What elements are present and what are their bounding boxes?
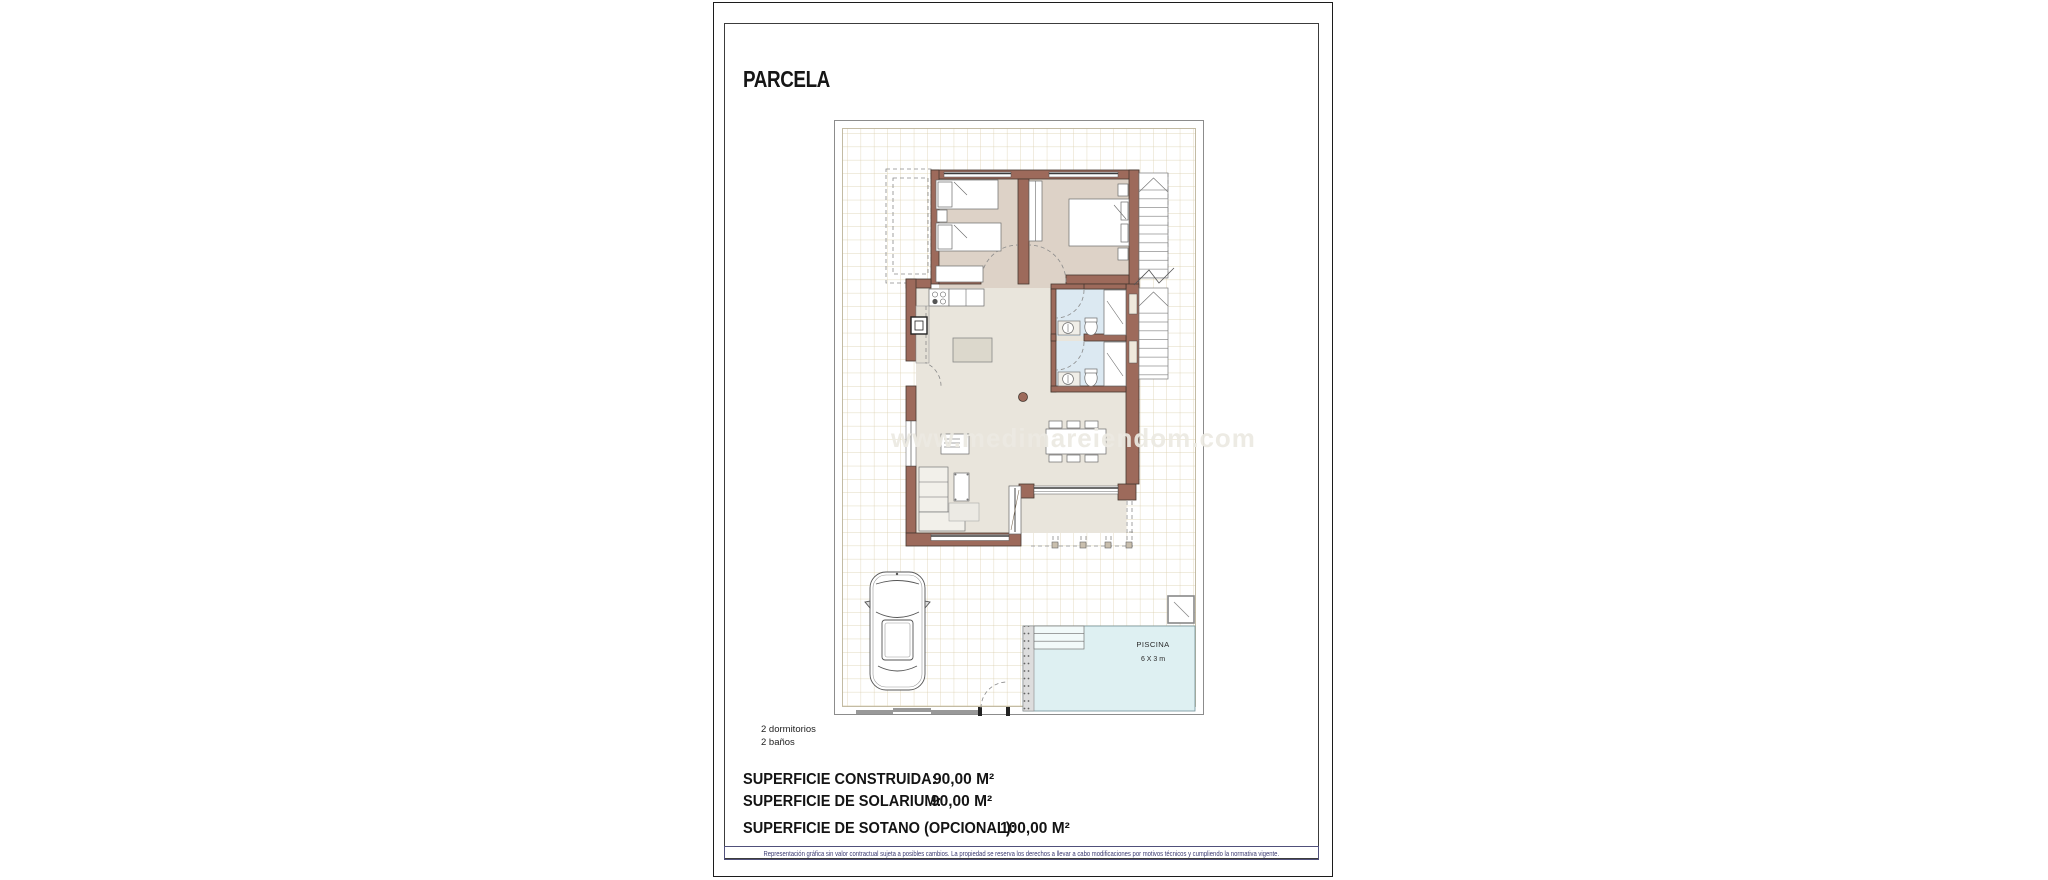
area-row-basement — [743, 820, 1163, 842]
bedrooms-count-label: 2 dormitorios — [761, 724, 816, 735]
surface-areas — [743, 771, 1163, 842]
watermark-text: www.medimareiendom.com — [891, 423, 1256, 453]
plan-sheet-page — [713, 2, 1333, 877]
swimming-pool — [1023, 626, 1195, 711]
area-value: 100,00 M² — [1000, 820, 1070, 837]
area-row-solarium — [743, 793, 1163, 815]
area-label: SUPERFICIE DE SOTANO (OPCIONAL): — [743, 820, 1016, 837]
page-title: PARCELA — [743, 66, 830, 92]
pool-label: PISCINA — [1136, 640, 1170, 649]
rooms-summary — [761, 723, 816, 749]
site-plan — [834, 120, 1256, 715]
pool-dimensions-label: 6 X 3 m — [1140, 656, 1166, 663]
area-value: 90,00 M² — [933, 771, 995, 788]
area-label: SUPERFICIE CONSTRUIDA: — [743, 771, 937, 788]
external-stairs — [1134, 173, 1174, 379]
entrance-door — [1009, 486, 1021, 534]
bathrooms-count-label: 2 baños — [761, 737, 795, 748]
legal-disclaimer-text: Representación gráfica sin valor contractual sujeta a posibles cambios. La propiedad se reserva los derechos a llevar a cabo modificaciones por motivos técnicos y cumpliendo la normativa vigente. — [763, 848, 1280, 858]
floor-plan-drawing — [834, 120, 1204, 715]
car — [865, 572, 930, 690]
pool-shower-pad — [1168, 596, 1194, 623]
legal-disclaimer-box — [724, 846, 1319, 860]
dining-set — [1046, 421, 1106, 462]
area-label: SUPERFICIE DE SOLARIUM: — [743, 793, 942, 810]
area-row-constructed — [743, 771, 1163, 793]
structural-column — [1019, 393, 1028, 402]
area-value: 90,00 M² — [931, 793, 993, 810]
